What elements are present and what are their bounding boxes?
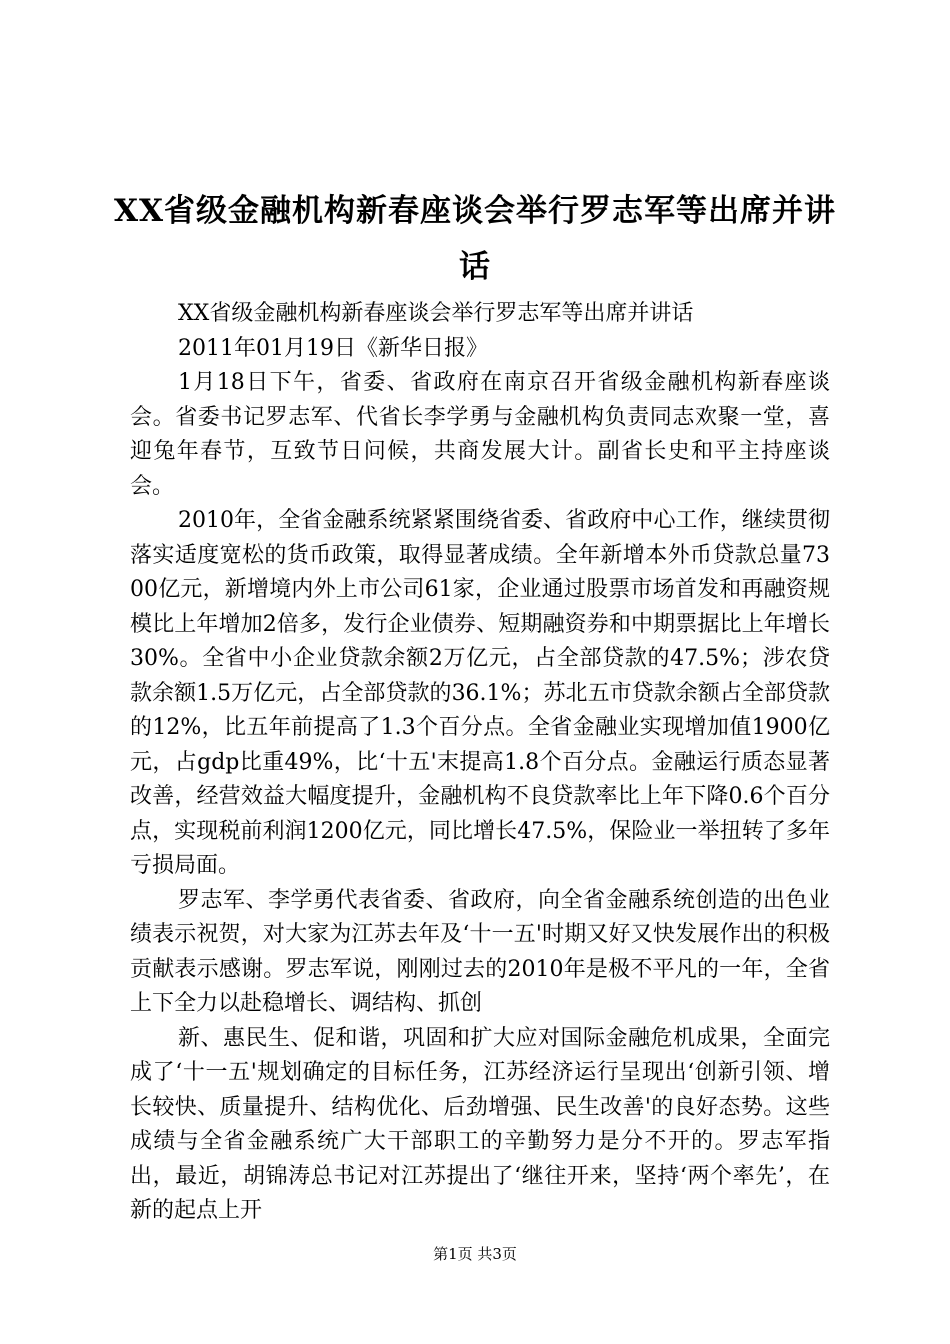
document-body [130, 297, 830, 1229]
document-title: XX省级金融机构新春座谈会举行罗志军等出席并讲话 [113, 193, 837, 285]
paragraph-2010-results: 2010年，全省金融系统紧紧围绕省委、省政府中心工作，继续贯彻落实适度宽松的货币政策，取得显著成绩。全年新增本外币贷款总量7300亿元，新增境内外上市公司61家，企业通过股票市场首发和再融资规模比上年增加2倍多，发行企业债券、短期融资券和中期票据比上年增长30%。全省中小企业贷款余额2万亿元，占全部贷款的47.5%；涉农贷款余额1.5万亿元，占全部贷款的36.1%；苏北五市贷款余额占全部贷款的12%，比五年前提高了1.3个百分点。全省金融业实现增加值1900亿元，占gdp比重49%，比‘十五'末提高1.8个百分点。金融运行质态显著改善，经营效益大幅度提升，金融机构不良贷款率比上年下降0.6个百分点，实现税前利润1200亿元，同比增长47.5%，保险业一举扭转了多年亏损局面。 [130, 508, 830, 878]
paragraph-continuation: 新、惠民生、促和谐，巩固和扩大应对国际金融危机成果，全面完成了‘十一五'规划确定的目标任务，江苏经济运行呈现出‘创新引领、增长较快、质量提升、结构优化、后劲增强、民生改善'的良好态势。这些成绩与全省金融系统广大干部职工的辛勤努力是分不开的。罗志军指出，最近，胡锦涛总书记对江苏提出了‘继往开来，坚持‘两个率先’，在新的起点上开 [130, 1025, 830, 1223]
page-number-footer: 第1页 共3页 [433, 1245, 517, 1263]
paragraph-source-date: 2011年01月19日《新华日报》 [178, 335, 488, 361]
paragraph-congratulations: 罗志军、李学勇代表省委、省政府，向全省金融系统创造的出色业绩表示祝贺，对大家为江苏去年及‘十一五'时期又好又快发展作出的积极贡献表示感谢。罗志军说，刚刚过去的2010年是极不平凡的一年，全省上下全力以赴稳增长、调结构、抓创 [130, 887, 830, 1016]
paragraph-meeting-intro: 1月18日下午，省委、省政府在南京召开省级金融机构新春座谈会。省委书记罗志军、代省长李学勇与金融机构负责同志欢聚一堂，喜迎兔年春节，互致节日问候，共商发展大计。副省长史和平主持座谈会。 [130, 370, 830, 499]
paragraph-repeat-title: XX省级金融机构新春座谈会举行罗志军等出席并讲话 [178, 301, 694, 326]
